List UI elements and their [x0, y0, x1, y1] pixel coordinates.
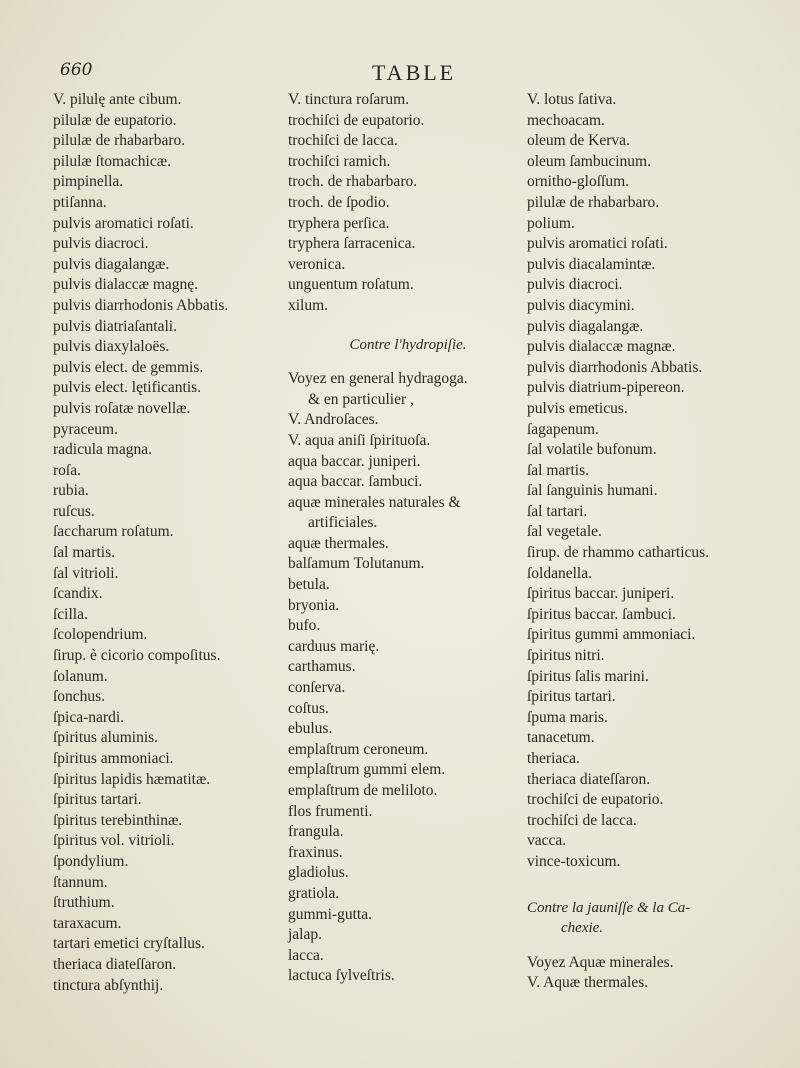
index-entry: lacca. — [288, 946, 324, 964]
index-entry: pulvis emeticus. — [527, 399, 628, 417]
index-entry: polium. — [527, 214, 575, 232]
index-entry: ſaccharum roſatum. — [53, 523, 174, 541]
index-entry: ſpiritus baccar. juniperi. — [527, 585, 675, 603]
index-entry: veronica. — [288, 255, 346, 273]
index-entry: bryonia. — [288, 596, 340, 614]
index-entry: V. tinctura roſarum. — [288, 91, 410, 108]
index-entry: tanacetum. — [527, 729, 595, 747]
index-entry: ſpiritus nitri. — [527, 647, 605, 665]
index-entry: ſpondylium. — [53, 852, 129, 870]
index-entry: pulvis roſatæ novellæ. — [53, 399, 191, 417]
index-entry: pulvis diagalangæ. — [53, 255, 170, 273]
index-entry: tryphera ſarracenica. — [288, 235, 416, 253]
index-entry: ſolanum. — [53, 667, 108, 685]
index-entry: carduus marię. — [288, 637, 380, 655]
index-entry: betula. — [288, 576, 330, 594]
section-heading-jaunisse: Contre la jauniſſe & la Ca- — [527, 899, 691, 916]
index-entry: ſal martis. — [53, 544, 115, 562]
index-entry: pulvis diaxylaloës. — [53, 338, 170, 356]
index-entry: coſtus. — [288, 699, 329, 717]
index-entry: ſpuma maris. — [527, 708, 608, 726]
index-entry: ſirup. è cicorio compoſitus. — [53, 647, 221, 665]
index-entry: ſirup. de rhammo catharticus. — [527, 544, 710, 562]
index-entry: V. lotus ſativa. — [527, 91, 617, 108]
index-entry: V. Aquæ thermales. — [527, 974, 649, 992]
index-entry: radicula magna. — [53, 441, 152, 459]
index-entry: trochiſci de eupatorio. — [527, 791, 664, 809]
page-number: 660 — [60, 60, 93, 80]
index-entry: ſal ſanguinis humani. — [527, 482, 658, 500]
index-entry: ſpica-nardi. — [53, 708, 125, 726]
index-entry: pyraceum. — [53, 420, 118, 438]
index-entry: pulvis diacymini. — [527, 296, 635, 314]
index-column-1 — [53, 90, 293, 996]
index-entry: ſagapenum. — [527, 420, 599, 438]
index-entry: frangula. — [288, 823, 344, 841]
index-column-3 — [527, 90, 785, 994]
index-entry: V. Androſaces. — [288, 411, 379, 429]
index-entry: Voyez en general hydragoga. — [288, 370, 468, 388]
index-entry: ſpiritus terebinthinæ. — [53, 811, 183, 829]
index-entry: pulvis aromatici roſati. — [527, 235, 668, 253]
index-entry: emplaſtrum ceroneum. — [288, 740, 429, 758]
index-entry: bufo. — [288, 617, 321, 635]
index-entry: Voyez Aquæ minerales. — [527, 953, 674, 971]
index-entry: pulvis elect. de gemmis. — [53, 358, 204, 376]
section-heading-hydropisie: Contre l'hydropiſie. — [349, 336, 467, 353]
index-entry: oleum de Kerva. — [527, 132, 630, 150]
index-entry: taraxacum. — [53, 914, 122, 932]
index-entry: emplaſtrum de meliloto. — [288, 782, 438, 799]
index-entry: pulvis diagalangæ. — [527, 317, 644, 335]
index-entry: aquæ thermales. — [288, 534, 389, 552]
index-entry: lactuca ſylveſtris. — [288, 967, 395, 985]
index-entry: ſtannum. — [53, 873, 108, 891]
index-entry: aquæ minerales naturales & — [288, 493, 461, 511]
index-entry: vacca. — [527, 832, 567, 850]
index-entry: ſcolopendrium. — [53, 626, 148, 644]
index-entry: conſerva. — [288, 679, 346, 697]
index-entry: trochiſci ramich. — [288, 152, 391, 170]
index-entry: theriaca diateſſaron. — [527, 770, 651, 788]
index-entry: theriaca. — [527, 750, 580, 767]
index-entry: ſcandix. — [53, 585, 103, 603]
index-entry: rubia. — [53, 482, 89, 500]
index-entry: trochiſci de eupatorio. — [288, 111, 425, 129]
index-entry: trochiſci de lacca. — [288, 132, 398, 150]
index-entry: pulvis diacalamintæ. — [527, 255, 656, 273]
index-entry: ſonchus. — [53, 688, 106, 706]
index-entry: balſamum Tolutanum. — [288, 555, 425, 573]
index-entry: ſpiritus lapidis hæmatitæ. — [53, 770, 211, 788]
index-entry: pilulæ de rhabarbaro. — [53, 132, 186, 150]
index-entry: ſpiritus vol. vitrioli. — [53, 832, 175, 850]
index-entry: pimpinella. — [53, 173, 124, 191]
index-entry: oleum ſambucinum. — [527, 152, 651, 170]
index-entry: ſoldanella. — [527, 564, 592, 582]
index-column-2 — [288, 90, 528, 987]
index-entry: pulvis diatrium-pipereon. — [527, 379, 685, 397]
index-entry: tartari emetici cryſtallus. — [53, 935, 205, 953]
index-entry: ptiſanna. — [53, 193, 107, 211]
index-entry: fraxinus. — [288, 843, 343, 861]
index-entry: ebulus. — [288, 720, 333, 738]
index-entry: pulvis diacroci. — [527, 276, 623, 294]
index-entry: ſal martis. — [527, 461, 589, 479]
index-entry: pulvis diacroci. — [53, 235, 149, 253]
index-entry: pulvis dialaccæ magnæ. — [527, 338, 676, 356]
index-entry: ſtruthium. — [53, 894, 115, 912]
index-entry: pulvis dialaccæ magnę. — [53, 276, 199, 294]
index-entry: ſpiritus baccar. ſambuci. — [527, 605, 676, 623]
running-title: TABLE — [372, 60, 457, 85]
index-entry: tinctura abſynthij. — [53, 976, 164, 994]
index-entry: pilulæ de eupatorio. — [53, 111, 177, 129]
index-entry: jalap. — [288, 926, 322, 944]
index-entry: ruſcus. — [53, 502, 95, 520]
index-entry: ſpiritus tartari. — [527, 688, 616, 706]
index-entry: V. aqua aniſi ſpirituoſa. — [288, 431, 431, 449]
index-entry: emplaſtrum gummi elem. — [288, 761, 446, 779]
index-entry: ſpiritus aluminis. — [53, 729, 159, 747]
section-heading-jaunisse-continued: chexie. — [561, 920, 604, 937]
index-entry: troch. de ſpodio. — [288, 193, 390, 211]
index-entry: & en particulier , — [308, 390, 414, 408]
index-entry: aqua baccar. ſambuci. — [288, 473, 423, 491]
page-header — [0, 60, 800, 84]
index-entry: vince-toxicum. — [527, 852, 621, 870]
index-entry: ornitho-gloſſum. — [527, 173, 630, 191]
index-entry: ſcilla. — [53, 605, 88, 623]
index-entry: mechoacam. — [527, 111, 605, 129]
index-entry: carthamus. — [288, 658, 356, 676]
index-entry: tryphera perſica. — [288, 214, 390, 232]
index-entry: pilulæ ſtomachicæ. — [53, 152, 171, 170]
index-entry: pulvis elect. lętificantis. — [53, 379, 202, 397]
index-entry: ſal tartari. — [527, 502, 588, 520]
index-entry: pulvis diarrhodonis Abbatis. — [53, 296, 229, 314]
index-entry: pulvis diatriaſantali. — [53, 317, 177, 335]
index-entry: gratiola. — [288, 884, 340, 902]
index-entry: ſal volatile bufonum. — [527, 441, 657, 459]
index-entry: unguentum roſatum. — [288, 276, 414, 294]
index-entry: pulvis aromatici roſati. — [53, 214, 194, 232]
index-entry: aqua baccar. juniperi. — [288, 452, 421, 470]
index-entry: gladiolus. — [288, 864, 349, 882]
index-entry: flos frumenti. — [288, 802, 373, 820]
index-entry: ſal vitrioli. — [53, 564, 119, 582]
index-entry: ſpiritus tartari. — [53, 791, 142, 809]
index-entry: V. pilulę ante cibum. — [53, 91, 182, 108]
index-entry: pulvis diarrhodonis Abbatis. — [527, 358, 703, 376]
index-entry: ſpiritus gummi ammoniaci. — [527, 626, 696, 644]
index-entry: gummi-gutta. — [288, 905, 372, 923]
index-entry: ſal vegetale. — [527, 523, 602, 541]
index-entry: ſpiritus ammoniaci. — [53, 750, 174, 767]
index-entry: artificiales. — [308, 514, 378, 532]
index-entry: xilum. — [288, 296, 329, 314]
index-entry: troch. de rhabarbaro. — [288, 173, 418, 191]
index-entry: pilulæ de rhabarbaro. — [527, 193, 660, 211]
index-entry: ſpiritus ſalis marini. — [527, 667, 649, 685]
index-entry: theriaca diateſſaron. — [53, 955, 177, 973]
index-entry: trochiſci de lacca. — [527, 811, 637, 829]
index-entry: roſa. — [53, 461, 81, 479]
